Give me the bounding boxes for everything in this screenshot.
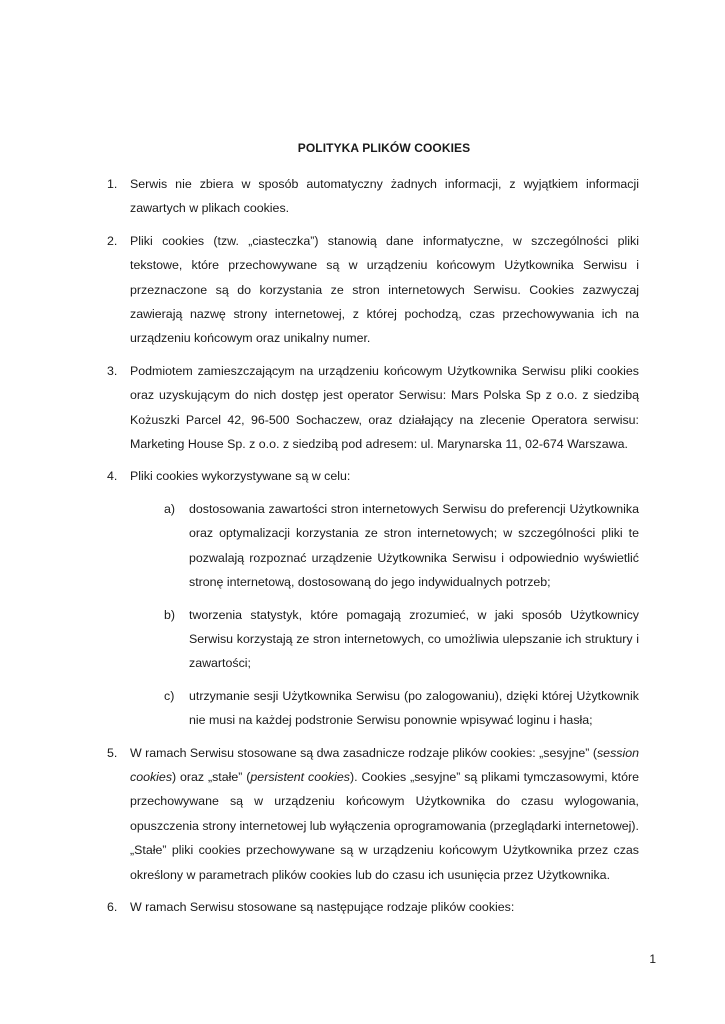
list-item-5: [107, 741, 639, 887]
list-number: 2.: [107, 233, 118, 248]
list-item-1: [107, 172, 639, 221]
sublist-letter: b): [164, 607, 176, 622]
sublist-item-text: dostosowania zawartości stron internetowych Serwisu do preferencji Użytkownika oraz optymalizacji korzystania ze stron internetowych; w szczególności pliki te pozwalają rozpoznać urządzenie Użytkownika Serwisu i odpowiednio wyświetlić stronę internetową, dostosowaną do jego indywidualnych potrzeb;: [189, 501, 639, 590]
sublist-item-a: [164, 497, 639, 595]
list-item-2: [107, 229, 639, 351]
list-number: 1.: [107, 177, 118, 191]
sublist-item-text: tworzenia statystyk, które pomagają zrozumieć, w jaki sposób Użytkownicy Serwisu korzystają ze stron internetowych, co umożliwia ulepszanie ich struktury i zawartości;: [189, 607, 639, 671]
list-item-4: [107, 464, 639, 732]
list-number: 5.: [107, 745, 118, 760]
italic-term: persistent cookies: [250, 769, 351, 784]
sublist-item-b: [164, 603, 639, 676]
list-item-text: [130, 746, 639, 882]
sublist-letter: a): [164, 501, 176, 516]
list-item-text: Serwis nie zbiera w sposób automatyczny żadnych informacji, z wyjątkiem informacji zawartych w plikach cookies.: [130, 177, 639, 216]
list-item-6: [107, 895, 639, 919]
document-title: POLITYKA PLIKÓW COOKIES: [297, 141, 471, 155]
numbered-list: [107, 172, 639, 927]
sublist-letter: c): [164, 688, 175, 703]
list-number: 6.: [107, 899, 118, 914]
list-item-text: Pliki cookies wykorzystywane są w celu:: [130, 469, 351, 484]
page-number: 1: [649, 952, 656, 966]
sublist-item-c: [164, 684, 639, 733]
list-item-3: [107, 359, 639, 457]
list-item-text: W ramach Serwisu stosowane są następujące rodzaje plików cookies:: [130, 899, 515, 914]
italic-term: session cookies: [130, 745, 639, 784]
list-number: 3.: [107, 363, 118, 378]
text-segment: W ramach Serwisu stosowane są dwa zasadnicze rodzaje plików cookies: „sesyjne” (: [130, 745, 597, 760]
sublist-item-text: utrzymanie sesji Użytkownika Serwisu (po zalogowaniu), dzięki której Użytkownik nie musi na każdej podstronie Serwisu ponownie wpisywać loginu i hasła;: [189, 688, 639, 728]
list-item-text: Podmiotem zamieszczającym na urządzeniu końcowym Użytkownika Serwisu pliki cookies oraz uzyskującym do nich dostęp jest operator Serwisu: Mars Polska Sp z o.o. z siedzibą Kożuszki Parcel 42, 96-500 Sochaczew, oraz działający na zlecenie Operatora serwisu: Marketing House Sp. z o.o. z siedzibą pod adresem: ul. Marynarska 11, 02-674 Warszawa.: [130, 363, 639, 452]
lettered-sublist: [130, 497, 639, 733]
text-segment: ) oraz „stałe” (: [172, 769, 251, 784]
text-segment: ). Cookies „sesyjne” są plikami tymczasowymi, które przechowywane są w urządzeniu końcowym Użytkownika do czasu wylogowania, opuszczenia strony internetowej lub wyłączenia oprogramowania (przeglądarki internetowej). „Stałe” pliki cookies przechowywane są w urządzeniu końcowym Użytkownika przez czas określony w parametrach plików cookies lub do czasu ich usunięcia przez Użytkownika.: [130, 769, 639, 882]
list-item-text: Pliki cookies (tzw. „ciasteczka”) stanowią dane informatyczne, w szczególności pliki tekstowe, które przechowywane są w urządzeniu końcowym Użytkownika Serwisu i przeznaczone są do korzystania ze stron internetowych Serwisu. Cookies zazwyczaj zawierają nazwę strony internetowej, z której pochodzą, czas przechowywania ich na urządzeniu końcowym oraz unikalny numer.: [130, 233, 639, 346]
list-number: 4.: [107, 469, 118, 484]
